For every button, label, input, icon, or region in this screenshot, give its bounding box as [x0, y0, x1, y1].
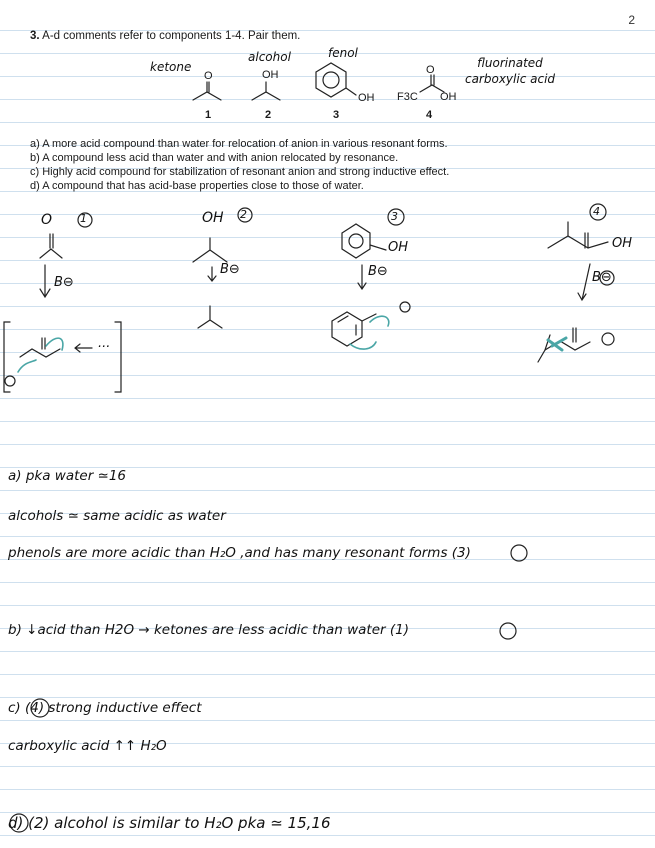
note-phenols: phenols are more acidic than H₂O ,and has many resonant forms (3)	[8, 545, 471, 561]
option-d: d) A compound that has acid-base properties close to those of water.	[30, 180, 364, 192]
sketch1-ellipsis: ...	[98, 336, 111, 351]
alcohol-oh: OH	[262, 69, 279, 81]
note-c-inductive: c) (4) strong inductive effect	[8, 700, 202, 716]
compound-number-1: 1	[205, 109, 212, 121]
name-fenol: fenol	[328, 46, 358, 60]
sketch2-number: 2	[240, 208, 247, 221]
sketch1-number: 1	[80, 212, 87, 225]
note-alcohols: alcohols ≃ same acidic as water	[8, 508, 226, 524]
compound-number-2: 2	[265, 109, 272, 121]
sketch3-oh: OH	[388, 240, 409, 255]
sketch2-base: B⊖	[220, 262, 240, 277]
option-a: a) A more acid compound than water for relocation of anion in various resonant forms.	[30, 138, 448, 150]
name-fluorinated-acid: fluorinated carboxylic acid	[464, 56, 556, 86]
option-c: c) Highly acid compound for stabilization of resonant anion and strong inductive effect.	[30, 166, 450, 178]
sketch1-base: B⊖	[54, 275, 74, 290]
compound-number-4: 4	[426, 109, 433, 121]
sketch3-number: 3	[391, 210, 398, 223]
sketch4-base: B⊖	[592, 270, 612, 285]
note-a-pka-water: a) pka water ≃16	[8, 468, 127, 484]
note-d-alcohol: d) (2) alcohol is similar to H₂O pka ≃ 15,16	[8, 814, 331, 832]
sketch1-oxygen: O	[41, 212, 53, 228]
name-alcohol: alcohol	[248, 50, 291, 64]
question-text: A-d comments refer to components 1-4. Pair them.	[42, 30, 301, 42]
note-carboxylic: carboxylic acid ↑↑ H₂O	[8, 738, 167, 754]
sketch2-oh: OH	[202, 210, 224, 226]
name-ketone: ketone	[150, 60, 192, 74]
option-b: b) A compound less acid than water and with anion relocated by resonance.	[30, 152, 399, 164]
page-number: 2	[628, 13, 635, 27]
phenol-oh: OH	[358, 92, 375, 104]
sketch4-oh: OH	[612, 236, 633, 251]
acid-f3c: F3C	[397, 91, 418, 103]
sketch4-number: 4	[593, 205, 600, 218]
question-number: 3.	[30, 30, 40, 42]
sketch3-base: B⊖	[368, 264, 388, 279]
acid-oh: OH	[440, 91, 457, 103]
note-b-ketones: b) ↓acid than H2O → ketones are less acidic than water (1)	[8, 622, 409, 638]
compound-number-3: 3	[333, 109, 340, 121]
acid-oxygen: O	[426, 64, 435, 76]
ketone-oxygen: O	[204, 70, 213, 82]
